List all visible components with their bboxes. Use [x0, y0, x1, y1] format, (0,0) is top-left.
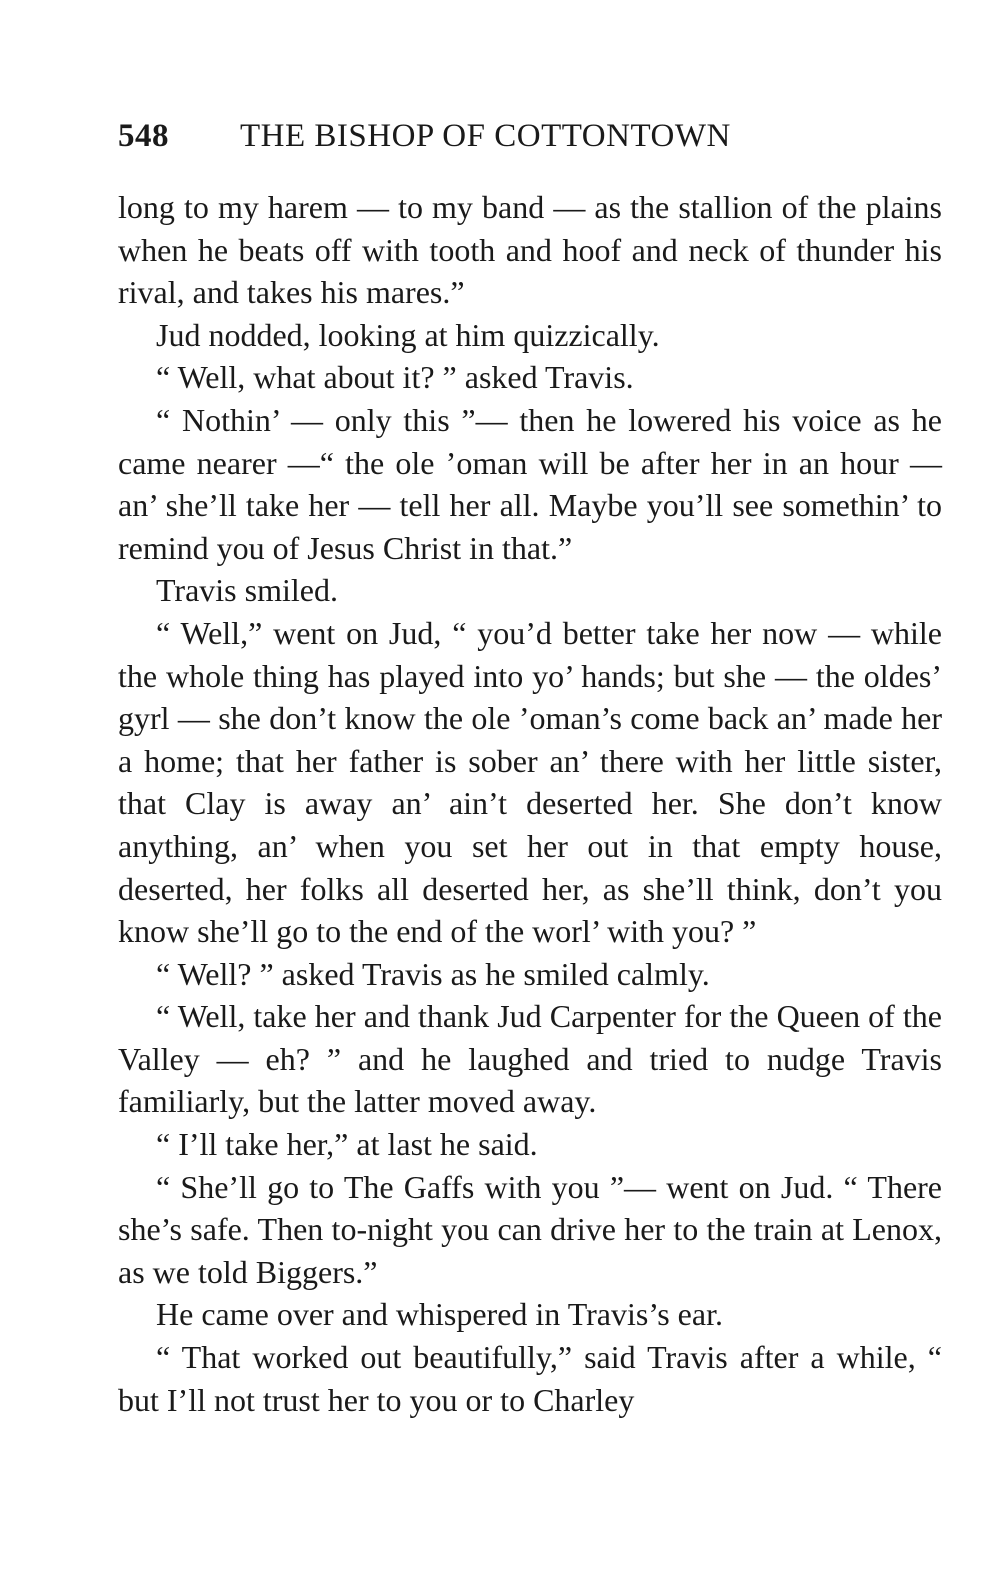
body-text — [118, 186, 942, 1421]
paragraph: “ That worked out beautifully,” said Travis after a while, “ but I’ll not trust her to you or to Charley — [118, 1339, 942, 1418]
paragraph: “ Well, what about it? ” asked Travis. — [156, 359, 634, 396]
paragraph: “ Well,” went on Jud, “ you’d better take her now — while the whole thing has played into yo’ hands; but she — the oldes’ gyrl — she don’t know the ole ’oman’s come back an’ made her a home; that her father is sober an’ there with her little sister, that Clay is away an’ ain’t deserted her. She don’t know anything, an’ when you set her out in that empty house, deserted, her folks all deserted her, as she’ll think, don’t you know she’ll go to the end of the worl’ with you? ” — [118, 614, 942, 950]
paragraph: “ She’ll go to The Gaffs with you ”— went on Jud. “ There she’s safe. Then to-night you can drive her to the train at Lenox, as we told Biggers.” — [118, 1168, 942, 1290]
paragraph: “ Well? ” asked Travis as he smiled calmly. — [156, 955, 710, 992]
paragraph: “ Well, take her and thank Jud Carpenter for the Queen of the Valley — eh? ” and he laughed and tried to nudge Travis familiarly, but the latter moved away. — [118, 998, 942, 1120]
paragraph: Jud nodded, looking at him quizzically. — [156, 316, 660, 353]
paragraph: “ I’ll take her,” at last he said. — [156, 1126, 538, 1163]
running-head — [118, 118, 942, 164]
book-page — [118, 118, 942, 1421]
running-title: THE BISHOP OF COTTONTOWN — [240, 118, 731, 154]
paragraph: He came over and whispered in Travis’s ear. — [156, 1296, 723, 1333]
paragraph-continuation: long to my harem — to my band — as the stallion of the plains when he beats off with tooth and hoof and neck of thunder his rival, and takes his mares.” — [118, 189, 942, 311]
paragraph: “ Nothin’ — only this ”— then he lowered his voice as he came nearer —“ the ole ’oman will be after her in an hour — an’ she’ll take her — tell her all. Maybe you’ll see somethin’ to remind you of Jesus Christ in that.” — [118, 401, 942, 566]
page-number: 548 — [118, 118, 169, 154]
paragraph: Travis smiled. — [156, 572, 338, 609]
